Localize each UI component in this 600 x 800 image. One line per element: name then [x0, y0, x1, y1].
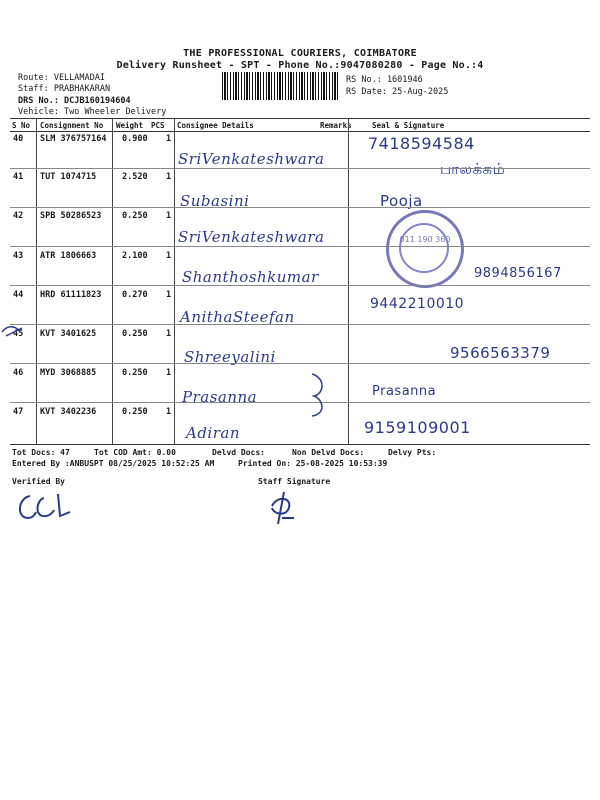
col-consignment: Consignment No	[40, 121, 104, 130]
row-weight: 0.250	[122, 211, 148, 221]
handwritten-seal: 9442210010	[370, 296, 465, 312]
handwritten-consignee: Adiran	[186, 424, 241, 442]
col-pcs: PCS	[151, 121, 165, 130]
handwritten-seal: 7418594584	[368, 134, 475, 153]
row-sno: 43	[13, 251, 24, 261]
margin-mark-icon	[0, 322, 26, 340]
handwritten-seal: Pooja	[380, 192, 423, 210]
handwritten-consignee: AnithaSteefan	[180, 308, 295, 326]
row-pcs: 1	[166, 368, 172, 378]
handwritten-consignee: Prasanna	[182, 388, 258, 406]
row-pcs: 1	[166, 329, 172, 339]
handwritten-consignee: SriVenkateshwara	[178, 228, 325, 246]
col-weight: Weight	[116, 121, 144, 130]
runsheet-subtitle: Delivery Runsheet - SPT - Phone No.:9047080280 - Page No.:4	[116, 60, 484, 71]
col-divider	[348, 118, 349, 444]
table-header-rule	[10, 131, 590, 132]
col-divider	[112, 118, 113, 444]
row-pcs: 1	[166, 407, 172, 417]
col-seal: Seal & Signature	[372, 121, 445, 130]
handwritten-consignee: SriVenkateshwara	[178, 150, 325, 168]
handwritten-seal: 9159109001	[364, 418, 471, 437]
barcode-icon	[222, 72, 340, 100]
row-rule	[10, 363, 590, 364]
col-consignee: Consignee Details	[177, 121, 254, 130]
row-pcs: 1	[166, 134, 172, 144]
stamp-date: 011 190 360	[399, 235, 451, 244]
row-pcs: 1	[166, 211, 172, 221]
handwritten-consignee: Subasini	[180, 192, 250, 210]
row-pcs: 1	[166, 172, 172, 182]
delivery-points: Delvy Pts:	[388, 448, 437, 457]
rs-number: RS No.: 1601946	[346, 75, 423, 85]
col-divider	[36, 118, 37, 444]
handwritten-seal: Prasanna	[372, 384, 437, 399]
row-rule	[10, 324, 590, 325]
row-rule	[10, 246, 590, 247]
vehicle-label: Vehicle: Two Wheeler Delivery	[18, 107, 167, 117]
row-weight: 0.270	[122, 290, 148, 300]
row-consignment: ATR 1806663	[40, 251, 97, 261]
tamil-signature-icon: பாலக்கம்	[440, 160, 506, 178]
courier-seal-stamp	[386, 210, 464, 288]
row-consignment: MYD 3068885	[40, 368, 97, 378]
row-consignment: SPB 50286523	[40, 211, 102, 221]
row-weight: 2.520	[122, 172, 148, 182]
entered-by: Entered By :ANBUSPT 08/25/2025 10:52:25 AM	[12, 459, 215, 468]
row-consignment: TUT 1074715	[40, 172, 97, 182]
row-rule	[10, 285, 590, 286]
drs-number: DRS No.: DCJB160194604	[18, 96, 131, 106]
row-rule	[10, 402, 590, 403]
row-sno: 40	[13, 134, 24, 144]
row-consignment: SLM 376757164	[40, 134, 107, 144]
row-weight: 0.250	[122, 407, 148, 417]
row-pcs: 1	[166, 251, 172, 261]
handwritten-consignee: Shreeyalini	[184, 348, 276, 366]
row-sno: 46	[13, 368, 24, 378]
row-consignment: KVT 3401625	[40, 329, 97, 339]
row-sno: 47	[13, 407, 24, 417]
row-weight: 0.250	[122, 368, 148, 378]
handwritten-consignee: Shanthoshkumar	[182, 268, 319, 286]
table-top-rule	[10, 118, 590, 119]
row-sno: 41	[13, 172, 24, 182]
bracket-mark-icon	[304, 370, 330, 420]
company-title: THE PROFESSIONAL COURIERS, COIMBATORE	[183, 48, 417, 59]
row-pcs: 1	[166, 290, 172, 300]
verifier-signature-icon	[14, 488, 74, 524]
printed-on: Printed On: 25-08-2025 10:53:39	[238, 459, 388, 468]
total-docs: Tot Docs: 47	[12, 448, 70, 457]
col-divider	[174, 118, 175, 444]
staff-label: Staff: PRABHAKARAN	[18, 84, 111, 94]
handwritten-seal: 9894856167	[474, 266, 562, 281]
delivered-docs: Delvd Docs:	[212, 448, 265, 457]
row-sno: 45	[13, 329, 24, 339]
rs-date: RS Date: 25-Aug-2025	[346, 87, 449, 97]
col-sno: S No	[12, 121, 31, 130]
staff-signature-icon	[264, 488, 304, 528]
verified-by-label: Verified By	[12, 477, 65, 486]
row-sno: 42	[13, 211, 24, 221]
route-label: Route: VELLAMADAI	[18, 73, 105, 83]
row-consignment: HRD 61111823	[40, 290, 102, 300]
col-remarks: Remarks	[320, 121, 352, 130]
row-weight: 0.250	[122, 329, 148, 339]
row-sno: 44	[13, 290, 24, 300]
non-delivered-docs: Non Delvd Docs:	[292, 448, 365, 457]
total-cod: Tot COD Amt: 0.00	[94, 448, 176, 457]
row-weight: 0.900	[122, 134, 148, 144]
row-rule	[10, 168, 590, 169]
row-weight: 2.100	[122, 251, 148, 261]
staff-signature-label: Staff Signature	[258, 477, 331, 486]
row-consignment: KVT 3402236	[40, 407, 97, 417]
handwritten-seal: 9566563379	[450, 344, 551, 362]
table-bottom-rule	[10, 444, 590, 445]
row-rule	[10, 207, 590, 208]
